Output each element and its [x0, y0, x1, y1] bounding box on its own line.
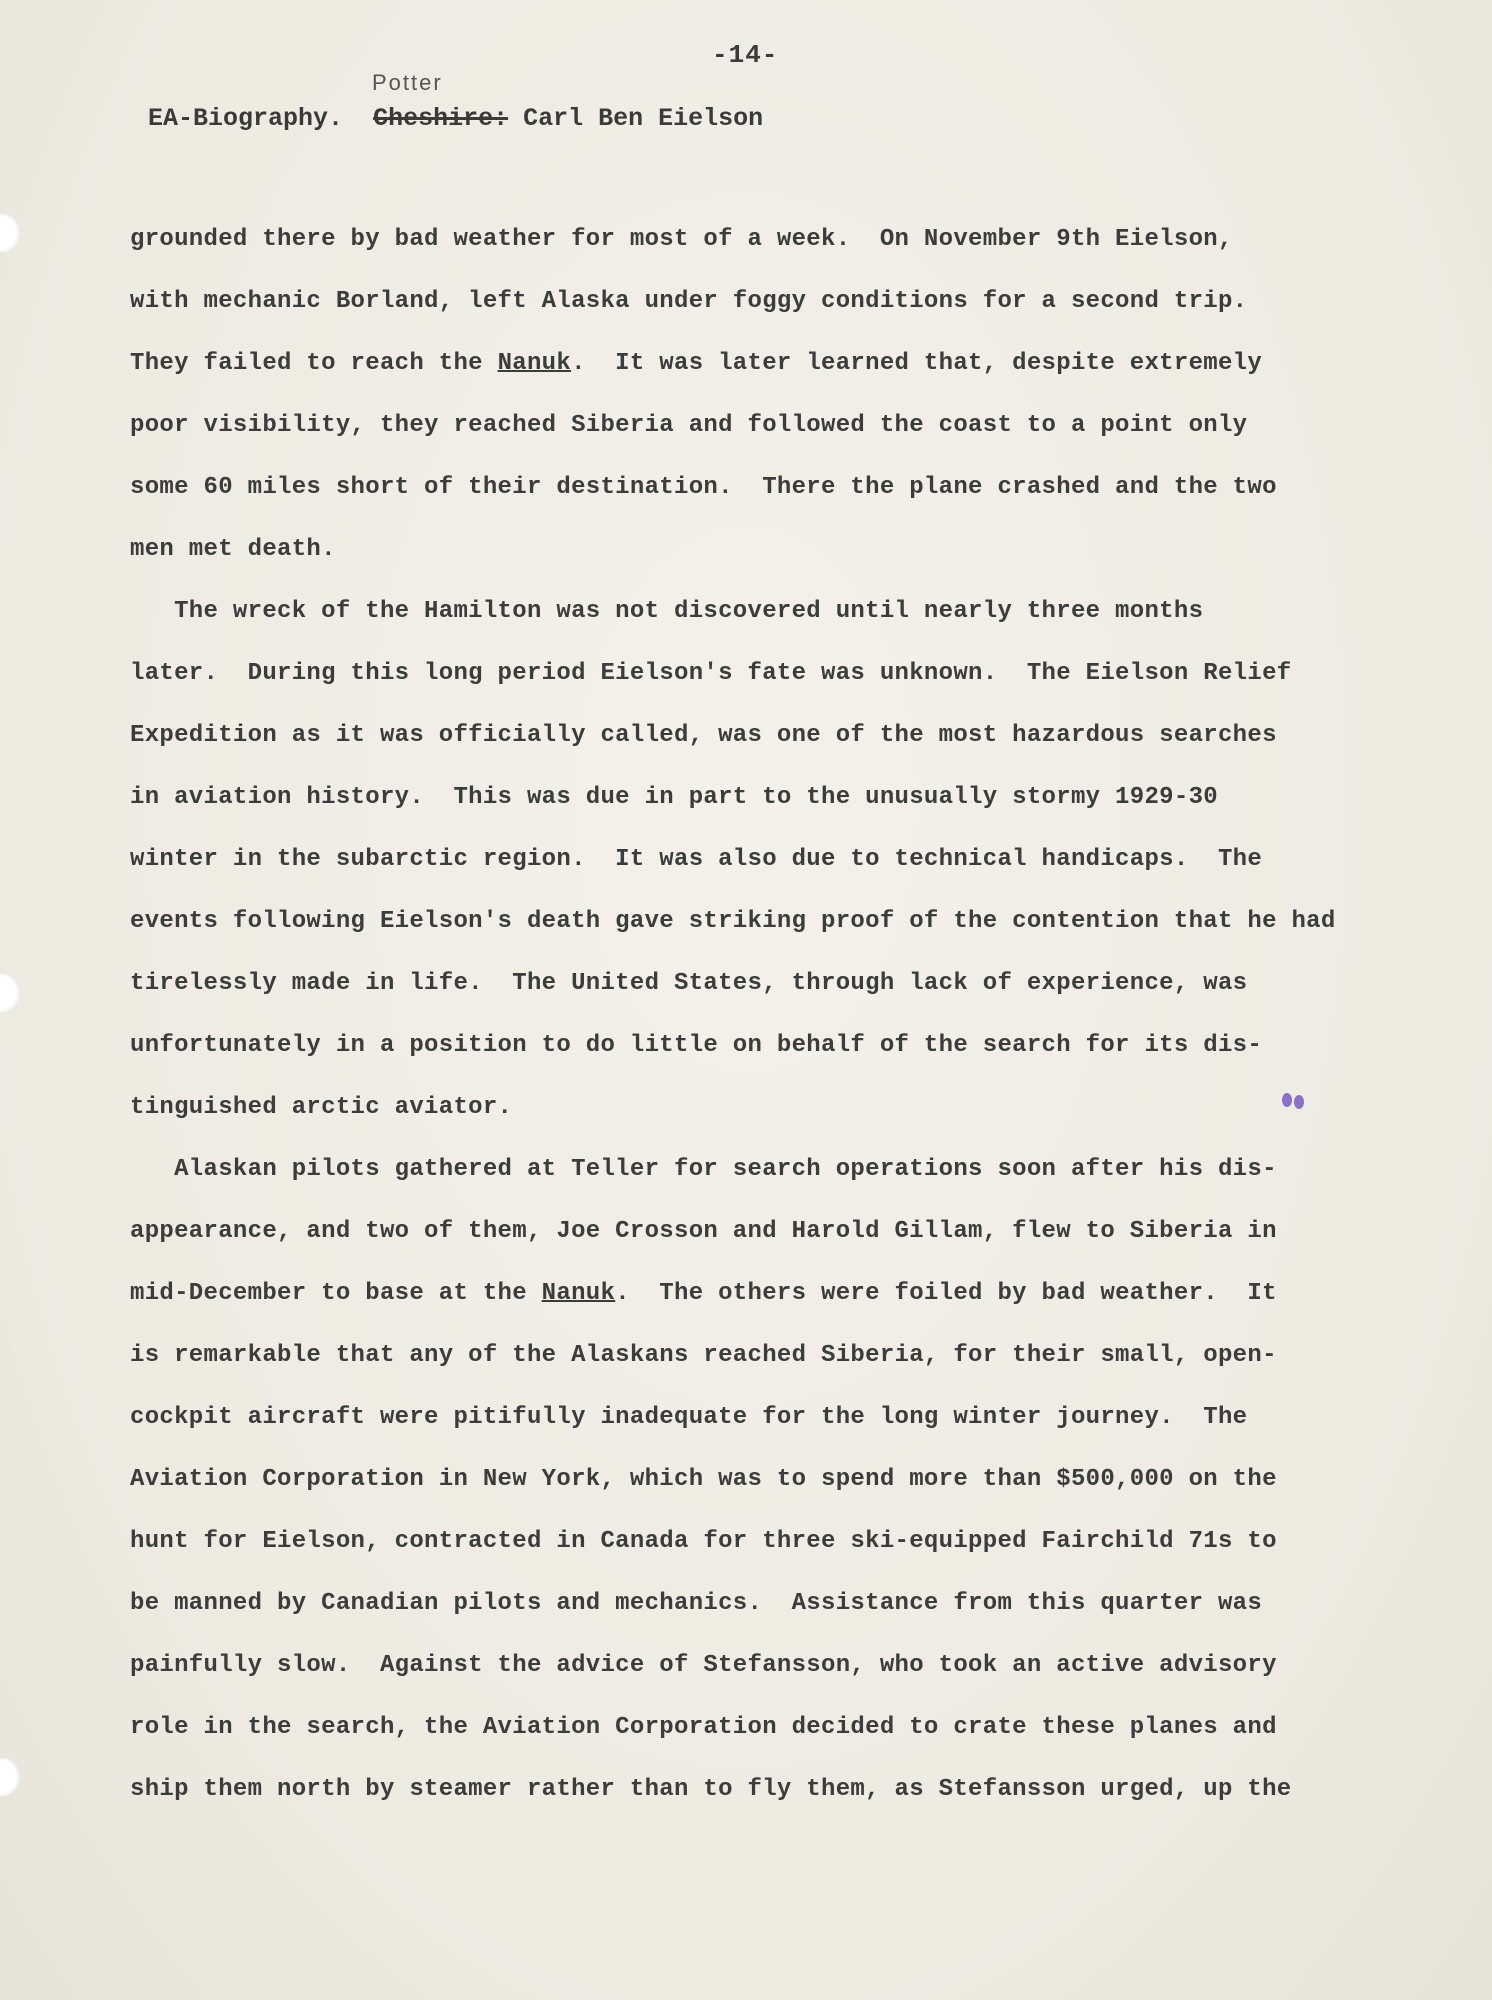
text-line: tirelessly made in life. The United States, through lack of experience, was [130, 970, 1248, 997]
page-number: -14- [712, 40, 779, 70]
text-line: winter in the subarctic region. It was also due to technical handicaps. The [130, 846, 1263, 873]
text-line: cockpit aircraft were pitifully inadequate for the long winter journey. The [130, 1404, 1248, 1431]
underlined-ship-name: Nanuk [541, 1280, 616, 1307]
body-text [130, 222, 1390, 1834]
text-line [130, 1276, 1390, 1338]
text-line: tinguished arctic aviator. [130, 1094, 513, 1121]
text-segment: mid-December to base at the [130, 1280, 542, 1307]
text-line: appearance, and two of them, Joe Crosson and Harold Gillam, flew to Siberia in [130, 1218, 1277, 1245]
text-line [130, 346, 1390, 408]
text-line: Aviation Corporation in New York, which was to spend more than $500,000 on the [130, 1466, 1277, 1493]
punch-hole [0, 1758, 20, 1796]
text-line: hunt for Eielson, contracted in Canada for three ski-equipped Fairchild 71s to [130, 1528, 1277, 1555]
purple-ink-mark [1280, 1090, 1306, 1112]
text-line: some 60 miles short of their destination. There the plane crashed and the two [130, 474, 1277, 501]
text-segment: . The others were foiled by bad weather. It [615, 1280, 1277, 1307]
text-segment: . It was later learned that, despite extremely [571, 350, 1263, 377]
heading-name: Carl Ben Eielson [523, 104, 764, 133]
punch-hole [0, 974, 20, 1012]
text-line: in aviation history. This was due in part to the unusually stormy 1929-30 [130, 784, 1218, 811]
punch-hole [0, 214, 20, 252]
text-line: Alaskan pilots gathered at Teller for search operations soon after his dis- [130, 1156, 1277, 1183]
text-line: grounded there by bad weather for most of a week. On November 9th Eielson, [130, 226, 1233, 253]
text-line: The wreck of the Hamilton was not discovered until nearly three months [130, 598, 1204, 625]
text-line: men met death. [130, 536, 336, 563]
text-segment: They failed to reach the [130, 350, 498, 377]
paragraph [130, 594, 1390, 1152]
text-line: unfortunately in a position to do little on behalf of the search for its dis- [130, 1032, 1263, 1059]
text-line: with mechanic Borland, left Alaska under foggy conditions for a second trip. [130, 288, 1248, 315]
heading-prefix: EA-Biography. [148, 104, 344, 133]
text-line: Expedition as it was officially called, was one of the most hazardous searches [130, 722, 1277, 749]
handwritten-correction: Potter [372, 70, 443, 95]
text-line: ship them north by steamer rather than to fly them, as Stefansson urged, up the [130, 1776, 1292, 1803]
text-line: is remarkable that any of the Alaskans reached Siberia, for their small, open- [130, 1342, 1277, 1369]
text-line: events following Eielson's death gave striking proof of the contention that he had [130, 908, 1336, 935]
paragraph [130, 222, 1390, 594]
text-line: poor visibility, they reached Siberia and followed the coast to a point only [130, 412, 1248, 439]
text-line: role in the search, the Aviation Corporation decided to crate these planes and [130, 1714, 1277, 1741]
heading-struck-word: Cheshire: [373, 104, 509, 133]
underlined-ship-name: Nanuk [497, 350, 572, 377]
text-line: later. During this long period Eielson's fate was unknown. The Eielson Relief [130, 660, 1292, 687]
text-line: painfully slow. Against the advice of Stefansson, who took an active advisory [130, 1652, 1277, 1679]
text-line: be manned by Canadian pilots and mechanics. Assistance from this quarter was [130, 1590, 1263, 1617]
document-heading [148, 104, 763, 133]
paragraph [130, 1152, 1390, 1834]
